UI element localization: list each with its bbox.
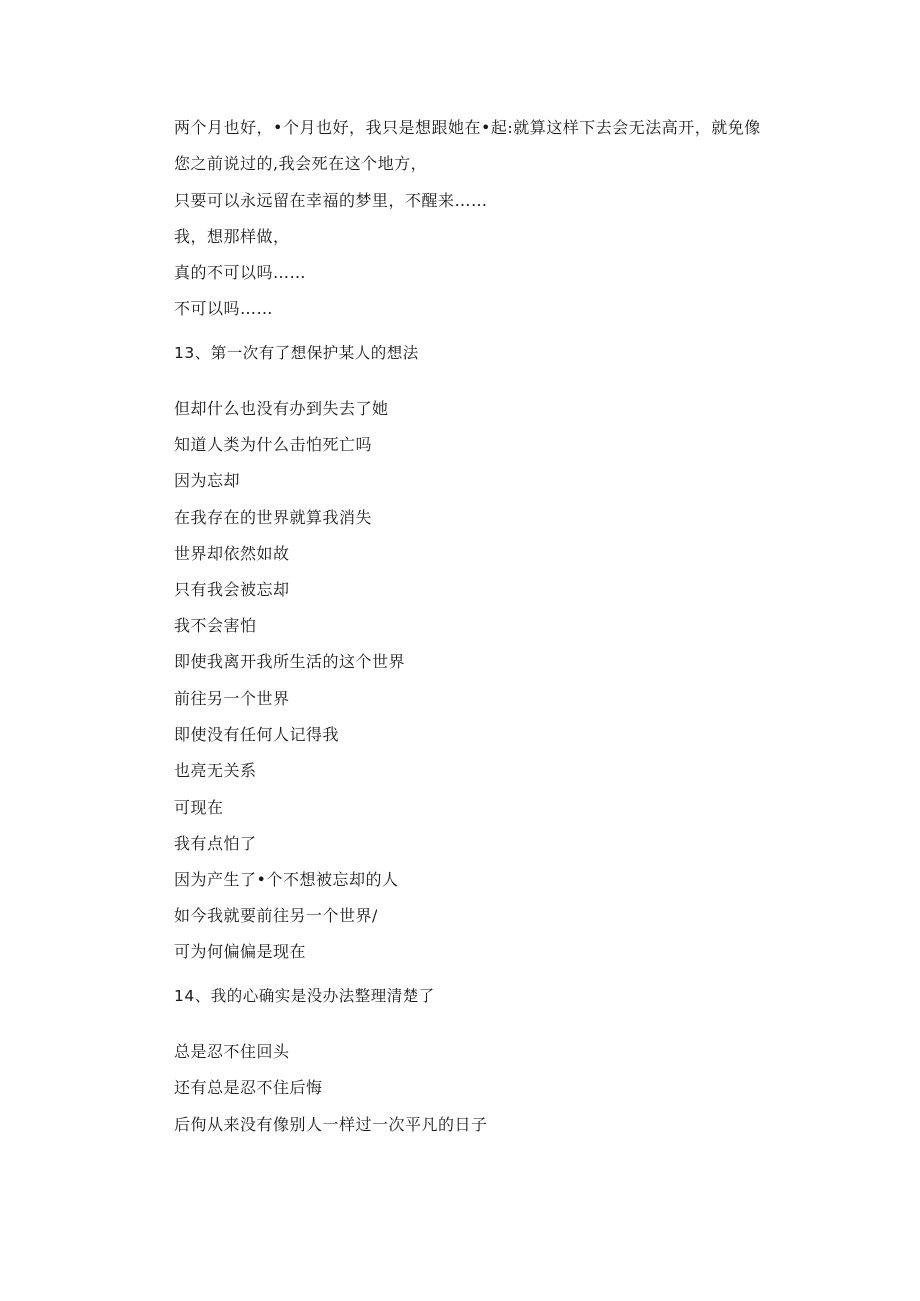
poem-line: 也亮无关系 <box>174 761 257 780</box>
poem-line: 后佝从来没有像别人一样过一次平凡的日子 <box>174 1115 488 1134</box>
poem-line: 知道人类为什么击怕死亡吗 <box>174 435 373 454</box>
poem-line: 因为忘却 <box>174 471 241 490</box>
poem-line: 世界却依然如故 <box>174 544 290 563</box>
poem-line: 前往另一个世界 <box>174 689 290 708</box>
body-text-line: 我，想那样做， <box>174 227 290 246</box>
body-text-line: 只要可以永远留在幸福的梦里，不醒来…… <box>174 191 488 210</box>
poem-line: 我不会害怕 <box>174 616 257 635</box>
poem-line: 只有我会被忘却 <box>174 580 290 599</box>
poem-line: 如今我就要前往另一个世界/ <box>174 906 378 925</box>
poem-line: 可现在 <box>174 798 224 817</box>
poem-line: 在我存在的世界就算我消失 <box>174 508 373 527</box>
poem-line: 总是忍不住回头 <box>174 1042 290 1061</box>
poem-line: 我有点怕了 <box>174 834 257 853</box>
poem-line: 因为产生了•个不想被忘却的人 <box>174 870 399 889</box>
poem-line: 可为何偏偏是现在 <box>174 942 307 961</box>
poem-line: 但却什么也没有办到失去了她 <box>174 399 389 418</box>
poem-line: 还有总是忍不住后悔 <box>174 1078 323 1097</box>
poem-line: 即使没有任何人记得我 <box>174 725 340 744</box>
body-text-line: 不可以吗…… <box>174 299 274 318</box>
body-text-line: 两个月也好，•个月也好，我只是想跟她在•起:就算这样下去会无法高开，就免像 <box>174 118 761 137</box>
body-text-line: 您之前说过的,我会死在这个地方， <box>174 154 428 173</box>
poem-line: 即使我离开我所生活的这个世界 <box>174 652 406 671</box>
body-text-line: 真的不可以吗…… <box>174 263 307 282</box>
section-heading-14: 14、我的心确实是没办法整理清楚了 <box>174 987 435 1005</box>
section-heading-13: 13、第一次有了想保护某人的想法 <box>174 344 419 362</box>
